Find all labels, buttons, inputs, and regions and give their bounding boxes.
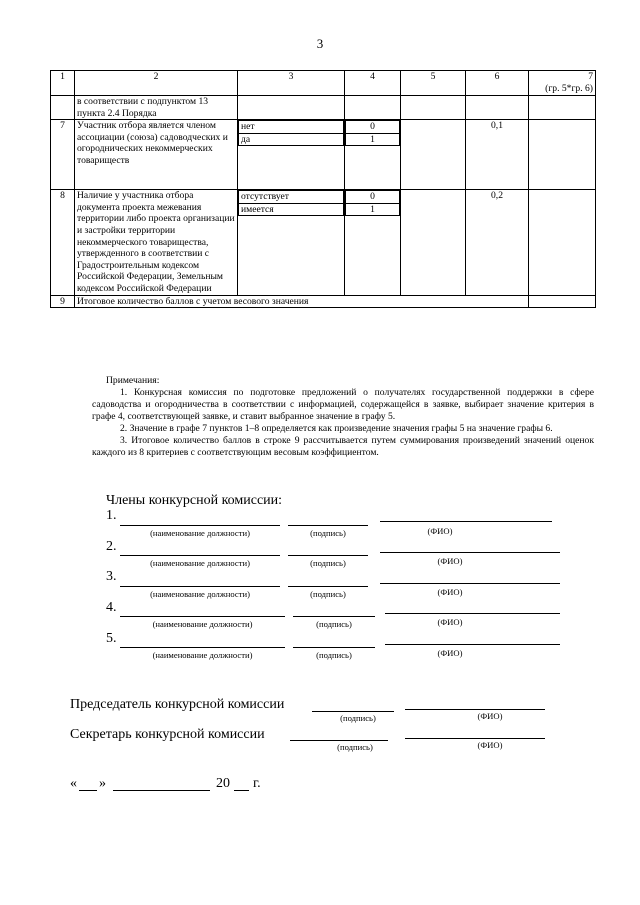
name-line[interactable] [380,521,552,522]
position-line[interactable] [120,647,285,648]
page-number: 3 [316,36,324,51]
total-label: Итоговое количество баллов с учетом весового значения [75,295,529,308]
member-number: 4. [106,600,117,615]
position-caption: (наименование должности) [152,650,253,660]
row-number: 8 [51,190,75,295]
table-row [51,120,596,190]
table-row [51,96,596,120]
signature-caption: (подпись) [316,619,352,629]
name-caption: (ФИО) [427,526,453,536]
note-item: 2. Значение в графе 7 пунктов 1–8 определяется как произведение значения графы 5 на значение графы 6. [120,423,553,434]
table-row-total [51,295,596,308]
option-label: имеется [239,203,344,216]
signature-line[interactable] [288,586,368,587]
position-line[interactable] [120,555,280,556]
chairman-name-line[interactable] [405,709,545,710]
secretary-signature-line[interactable] [290,740,388,741]
option-score: 1 [346,133,400,146]
criteria-table [50,70,596,308]
notes-section [92,375,594,459]
signature-caption: (подпись) [310,528,346,538]
option-score: 1 [346,203,400,216]
signature-line[interactable] [293,616,375,617]
chairman-signature-line[interactable] [312,711,394,712]
name-caption: (ФИО) [437,587,463,597]
option-label: да [239,133,344,146]
date-close-quote: » [99,776,106,791]
member-number: 5. [106,631,117,646]
name-caption: (ФИО) [437,617,463,627]
members-title: Члены конкурсной комиссии: [106,493,283,508]
name-line[interactable] [380,583,560,584]
weight-cell: 0,1 [466,120,529,190]
name-line[interactable] [385,613,560,614]
option-label: отсутствует [239,191,344,204]
date-year-prefix: 20 [216,776,230,791]
date-day-line[interactable] [79,790,97,791]
option-score: 0 [346,121,400,134]
name-line[interactable] [380,552,560,553]
chairman-name-caption: (ФИО) [477,711,503,721]
product-cell [529,120,596,190]
date-year-suffix: г. [253,776,261,791]
member-number: 1. [106,508,117,523]
position-line[interactable] [120,525,280,526]
row-number: 7 [51,120,75,190]
signature-line[interactable] [293,647,375,648]
date-open-quote: « [70,776,77,791]
header-cell: 5 [401,71,466,96]
notes-title: Примечания: [106,375,160,386]
table-header-row [51,71,596,96]
member-number: 2. [106,539,117,554]
name-line[interactable] [385,644,560,645]
position-line[interactable] [120,616,285,617]
position-caption: (наименование должности) [150,589,250,599]
header-cell: 3 [238,71,345,96]
position-line[interactable] [120,586,280,587]
product-cell [529,190,596,295]
signature-caption: (подпись) [310,589,346,599]
header-cell: 1 [51,71,75,96]
date-month-line[interactable] [113,790,210,791]
name-caption: (ФИО) [437,556,463,566]
signature-caption: (подпись) [310,558,346,568]
secretary-name-line[interactable] [405,738,545,739]
criterion-cell: Участник отбора является членом ассоциации (союза) садоводческих и огороднических некоммерческих товариществ [75,120,238,190]
weight-cell: 0,2 [466,190,529,295]
position-caption: (наименование должности) [152,619,253,629]
name-caption: (ФИО) [437,648,463,658]
header-cell: 4 [345,71,401,96]
criterion-cell: Наличие у участника отбора документа проекта межевания территории либо проекта организации и застройки территории некоммерческого товарищества, утвержденного в соответствии с Градостроительным кодексом Российской Федерации, Земельным кодексом Российской Федерации [75,190,238,295]
position-caption: (наименование должности) [150,528,250,538]
row-number: 9 [51,295,75,308]
signature-caption: (подпись) [316,650,352,660]
header-cell: 7 (гр. 5*гр. 6) [529,71,596,96]
option-label: нет [239,121,344,134]
secretary-label: Секретарь конкурсной комиссии [70,727,265,742]
date-year-line[interactable] [234,790,249,791]
position-caption: (наименование должности) [150,558,250,568]
header-cell: 6 [466,71,529,96]
value-cell [401,190,466,295]
note-item: 3. Итоговое количество баллов в строке 9 рассчитывается путем суммирования произведений значений оценок каждого из 8 критериев с соответствующим весовым коэффициентом. [92,435,594,458]
note-item: 1. Конкурсная комиссия по подготовке предложений о получателях государственной поддержки в сфере садоводства и огородничества в соответствии с информацией, содержащейся в заявке, выбирает значение критерия в графе 4, соответствующей заявке, и ставит выбранное значение в графу 5. [92,387,594,422]
signature-line[interactable] [288,525,368,526]
chairman-label: Председатель конкурсной комиссии [70,697,285,712]
member-number: 3. [106,569,117,584]
total-value-cell [529,295,596,308]
secretary-signature-caption: (подпись) [337,742,373,752]
option-score: 0 [346,191,400,204]
table-row [51,190,596,295]
value-cell [401,120,466,190]
signature-line[interactable] [288,555,368,556]
header-cell: 2 [75,71,238,96]
chairman-signature-caption: (подпись) [340,713,376,723]
continuation-cell: в соответствии с подпунктом 13 пункта 2.4 Порядка [75,96,238,120]
secretary-name-caption: (ФИО) [477,740,503,750]
